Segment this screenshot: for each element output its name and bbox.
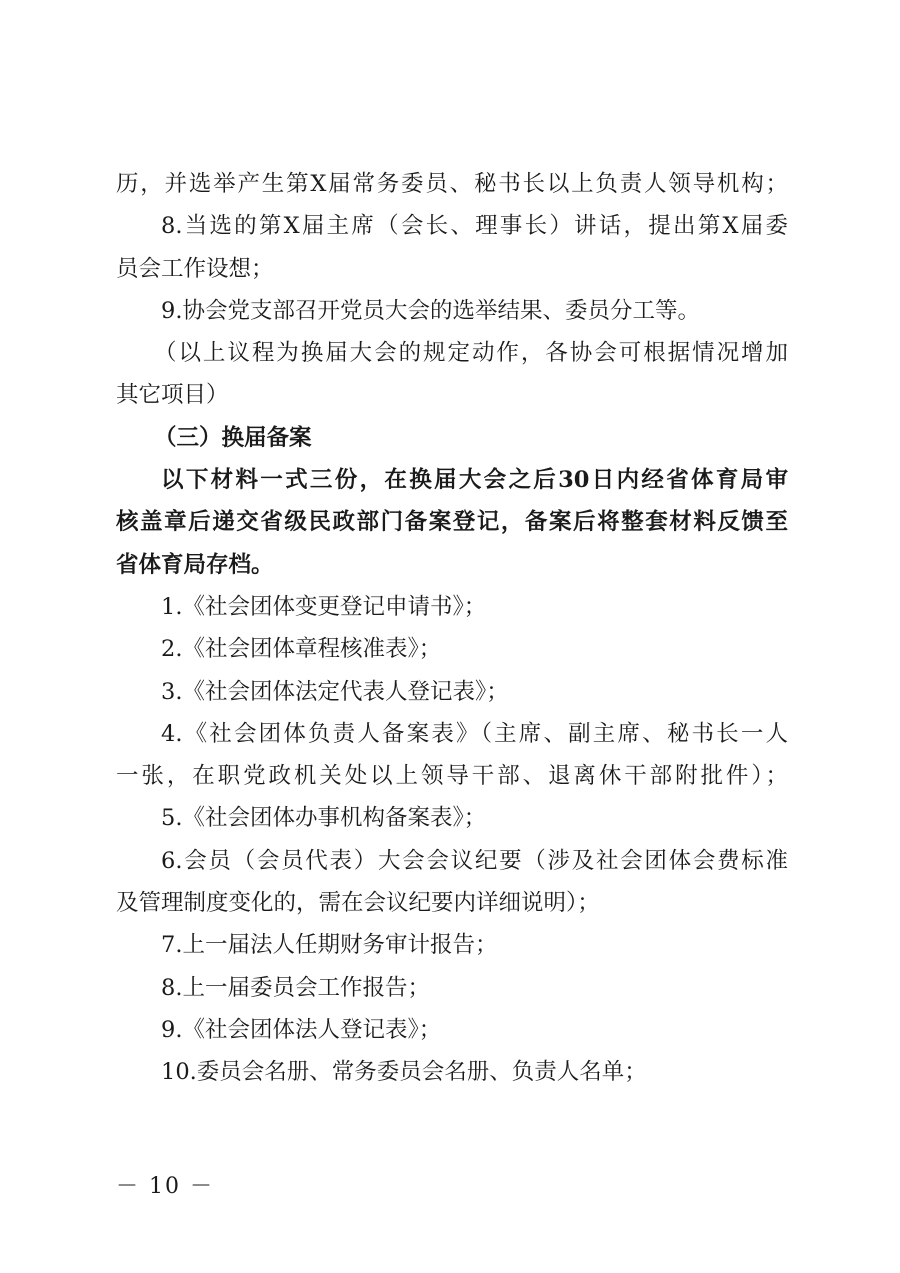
body-text bbox=[116, 163, 788, 1094]
list-item-6: 6.会员（会员代表）大会会议纪要（涉及社会团体会费标准 bbox=[161, 847, 788, 874]
text-line-8: 以下材料一式三份，在换届大会之后30日内经省体育局审 bbox=[161, 467, 788, 494]
list-item-8: 8.上一届委员会工作报告； bbox=[161, 974, 430, 1001]
list-item-5: 5.《社会团体办事机构备案表》； bbox=[161, 805, 487, 832]
text-line-2: 8.当选的第X届主席（会长、理事长）讲话，提出第X届委 bbox=[161, 213, 788, 240]
text-line-3: 员会工作设想； bbox=[116, 255, 274, 282]
list-item-6-cont: 及管理制度变化的，需在会议纪要内详细说明）； bbox=[116, 890, 600, 917]
text-line-9: 核盖章后递交省级民政部门备案登记，备案后将整套材料反馈至 bbox=[116, 509, 788, 536]
section-heading: （三）换届备案 bbox=[154, 424, 312, 451]
text-line-10: 省体育局存档。 bbox=[116, 551, 274, 578]
list-item-10: 10.委员会名册、常务委员会名册、负责人名单； bbox=[161, 1059, 647, 1086]
list-item-9: 9.《社会团体法人登记表》； bbox=[161, 1016, 442, 1043]
list-item-4: 4.《社会团体负责人备案表》（主席、副主席、秘书长一人 bbox=[161, 720, 788, 747]
list-item-7: 7.上一届法人任期财务审计报告； bbox=[161, 932, 498, 959]
page-number: － 10 － bbox=[116, 1174, 214, 1199]
list-item-4-cont: 一张，在职党政机关处以上领导干部、退离休干部附批件）； bbox=[116, 763, 788, 790]
text-line-6: 其它项目） bbox=[116, 382, 229, 409]
list-item-1: 1.《社会团体变更登记申请书》； bbox=[161, 593, 487, 620]
list-item-2: 2.《社会团体章程核准表》； bbox=[161, 636, 442, 663]
list-item-3: 3.《社会团体法定代表人登记表》； bbox=[161, 678, 509, 705]
text-line-1: 历，并选举产生第X届常务委员、秘书长以上负责人领导机构； bbox=[116, 171, 788, 197]
text-line-5: （以上议程为换届大会的规定动作，各协会可根据情况增加 bbox=[154, 340, 788, 367]
text-line-4: 9.协会党支部召开党员大会的选举结果、委员分工等。 bbox=[161, 297, 700, 324]
